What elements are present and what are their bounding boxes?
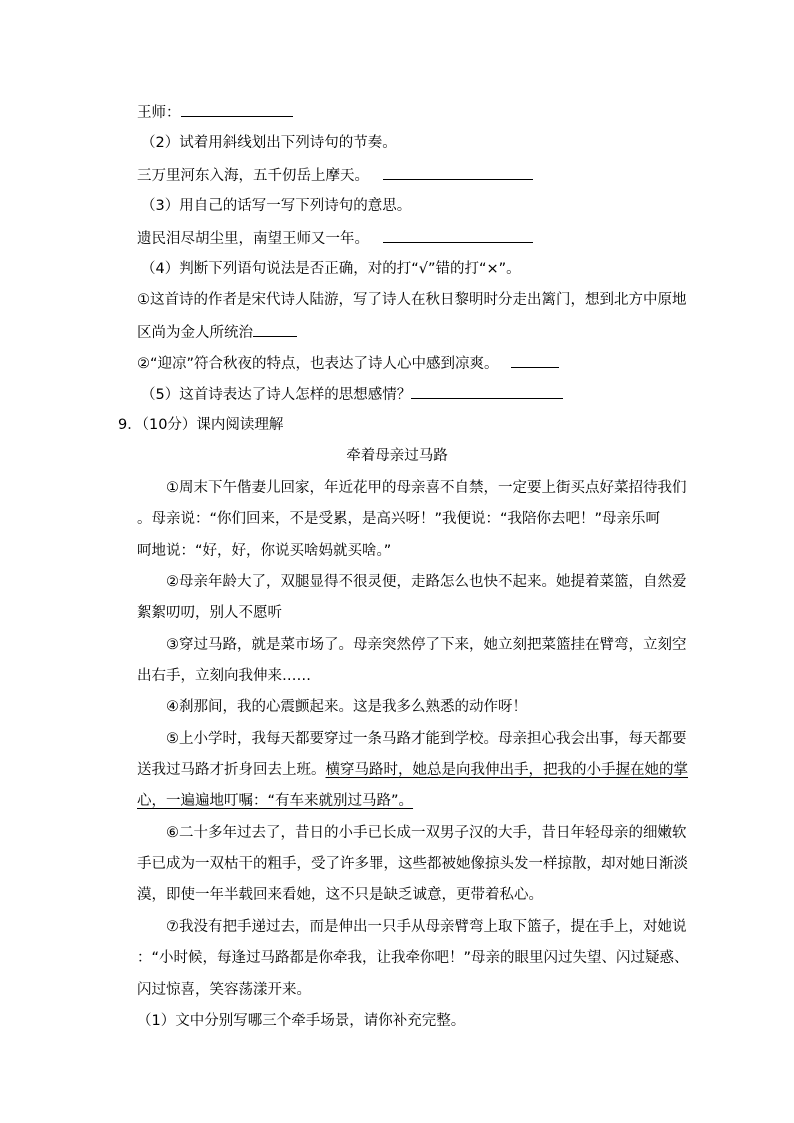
para7-line2: ：“小时候，每逢过马路都是你牵我，让我牵你吧！”母亲的眼里闪过失望、闪过疑惑、 <box>137 950 689 966</box>
para5-plain-text: 送我过马路才折身回去上班。 <box>137 762 326 778</box>
poem-line-1: 三万里河东入海，五千仞岳上摩天。 <box>137 168 369 184</box>
answer-blank-judge-2[interactable] <box>511 353 559 368</box>
answer-blank-judge-1[interactable] <box>253 322 297 337</box>
passage-title: 牵着母亲过马路 <box>346 448 448 464</box>
q8-part4-prompt: （4）判断下列语句说法是否正确，对的打“√”错的打“×”。 <box>141 261 521 277</box>
q8-part3-prompt: （3）用自己的话写一写下列诗句的意思。 <box>141 198 412 214</box>
q8-part4-item2 <box>137 353 559 374</box>
para1-line3: 呵地说：“好，好，你说买啥妈就买啥。” <box>137 543 392 559</box>
para4-line1: ④刹那间，我的心震颤起来。这是我多么熟悉的动作呀！ <box>166 699 527 715</box>
q9-header: 9．（10分）课内阅读理解 <box>118 417 284 433</box>
q9-sub1-prompt: （1）文中分别写哪三个牵手场景，请你补充完整。 <box>137 1013 466 1029</box>
para5-line2 <box>137 760 688 780</box>
q8-part4-item1-b <box>137 322 297 343</box>
para3-line2: 出右手，立刻向我伸来…… <box>137 668 311 684</box>
q8-part4-item1-a: ①这首诗的作者是宋代诗人陆游，写了诗人在秋日黎明时分走出篱门，想到北方中原地 <box>137 292 687 308</box>
para7-line3: 闪过惊喜，笑容荡漾开来。 <box>137 982 311 998</box>
para2-line2: 絮絮叨叨，别人不愿听 <box>137 605 282 621</box>
para5-line1: ⑤上小学时，我每天都要穿过一条马路才能到学校。母亲担心我会出事，每天都要 <box>166 731 687 747</box>
para7-line1: ⑦我没有把手递过去，而是伸出一只手从母亲臂弯上取下篮子，提在手上，对她说 <box>166 919 687 935</box>
para3-line1: ③穿过马路，就是菜市场了。母亲突然停了下来，她立刻把菜篮挂在臂弯，立刻空 <box>166 637 687 653</box>
para1-line1: ①周末下午偕妻儿回家，年近花甲的母亲喜不自禁，一定要上街买点好菜招待我们 <box>166 480 687 496</box>
q8-part5 <box>141 384 563 405</box>
para6-line2: 手已成为一双枯干的粗手，受了许多罪，这些都被她像掠头发一样掠散，却对她日渐淡 <box>137 856 688 872</box>
para5-underlined-text-2: 心，一遍遍地叮嘱：“有车来就别过马路”。 <box>137 793 414 809</box>
answer-blank-feeling[interactable] <box>411 384 563 399</box>
para2-line1: ②母亲年龄大了，双腿显得不很灵便，走路怎么也快不起来。她提着菜篮，自然爱 <box>166 574 687 590</box>
wangshi-label: 王师： <box>137 105 181 121</box>
answer-blank-meaning[interactable] <box>383 228 533 243</box>
para1-line2: 。母亲说：“你们回来，不是受累，是高兴呀！”我便说：“我陪你去吧！”母亲乐呵 <box>137 511 661 527</box>
q8-part2-line <box>137 165 533 186</box>
q8-part5-text: （5）这首诗表达了诗人怎样的思想感情？ <box>141 387 412 403</box>
para5-underlined-text-1: 横穿马路时，她总是向我伸出手，把我的小手握在她的掌 <box>325 762 688 778</box>
q8-part2-prompt: （2）试着用斜线划出下列诗句的节奏。 <box>141 135 397 151</box>
answer-blank-rhythm[interactable] <box>383 165 533 180</box>
answer-blank-wangshi[interactable] <box>181 102 293 117</box>
q8-part3-line <box>137 228 533 249</box>
q8-part4-item1-b-text: 区尚为金人所统治 <box>137 325 253 341</box>
q8-part4-item2-text: ②“迎凉”符合秋夜的特点，也表达了诗人心中感到凉爽。 <box>137 356 499 372</box>
para5-line3 <box>137 791 413 811</box>
para6-line3: 漠，即使一年半载回来看她，这不只是缺乏诚意，更带着私心。 <box>137 887 543 903</box>
wangshi-line <box>137 102 293 123</box>
poem-line-2: 遗民泪尽胡尘里，南望王师又一年。 <box>137 231 369 247</box>
para6-line1: ⑥二十多年过去了，昔日的小手已长成一双男子汉的大手，昔日年轻母亲的细嫩软 <box>166 825 687 841</box>
